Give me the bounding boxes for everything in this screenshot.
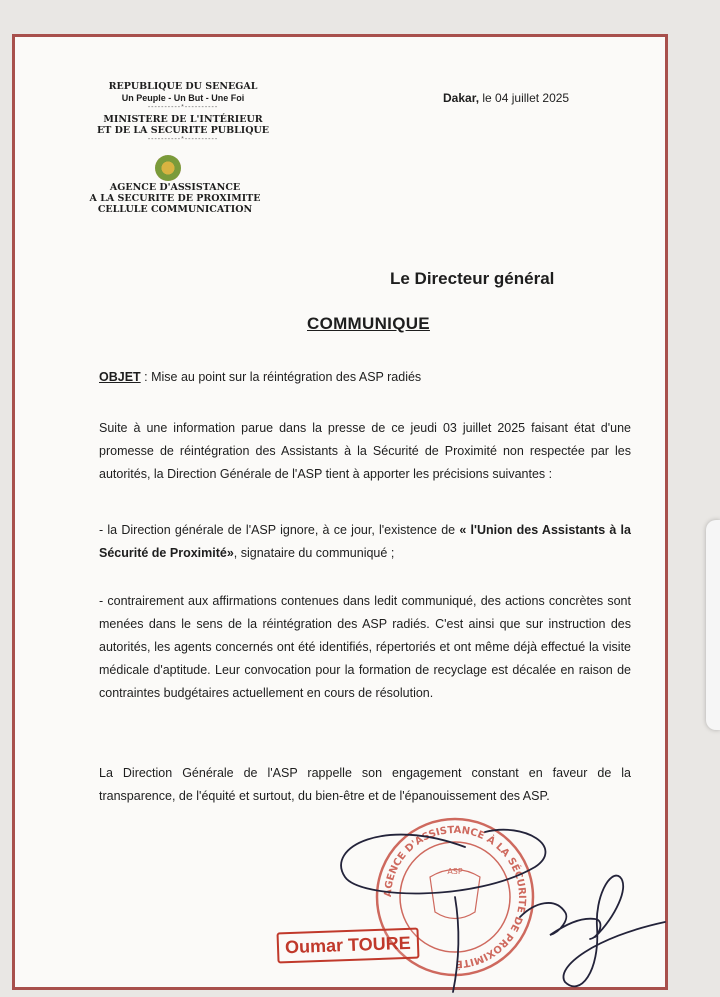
- side-scroll-handle[interactable]: [706, 520, 720, 730]
- separator: ----------*----------: [147, 104, 219, 111]
- ministry-line-1: MINISTERE DE L'INTÉRIEUR: [103, 114, 263, 125]
- paragraph-conclusion: La Direction Générale de l'ASP rappelle son engagement constant en faveur de la transparence, de l'équité et surtout, du bien-être et de l'épanouissement des ASP.: [99, 766, 631, 803]
- subject-line: [99, 370, 421, 384]
- separator: ----------*----------: [147, 136, 219, 143]
- national-motto: Un Peuple - Un But - Une Foi: [121, 93, 245, 103]
- paragraph-intro: Suite à une information parue dans la presse de ce jeudi 03 juillet 2025 faisant état d'une promesse de réintégration des Assistants à la Sécurité de Proximité non respectée par les autorités, la Direction Générale de l'ASP tient à apporter les précisions suivantes :: [99, 421, 631, 481]
- paragraph-union-text: - la Direction générale de l'ASP ignore, à ce jour, l'existence de: [99, 523, 460, 537]
- document-page: [12, 34, 668, 990]
- signatory-title: Le Directeur général: [390, 269, 555, 288]
- republic-heading: REPUBLIQUE DU SENEGAL: [108, 81, 258, 92]
- paragraph-union-end: , signataire du communiqué ;: [233, 546, 395, 560]
- agency-line-1: AGENCE D'ASSISTANCE: [109, 182, 241, 193]
- agency-line-3: CELLULE COMMUNICATION: [97, 204, 253, 215]
- ministry-line-2: ET DE LA SECURITE PUBLIQUE: [96, 125, 270, 136]
- name-stamp: Oumar TOURE: [277, 928, 420, 964]
- union-name: « l'Union des Assistants à la Sécurité de Proximité»: [99, 523, 631, 560]
- subject-label: OBJET: [99, 370, 141, 384]
- date-text: le 04 juillet 2025: [482, 91, 570, 105]
- seal-ring-text: AGENCE D'ASSISTANCE À LA SÉCURITÉ DE PROXIMITÉ: [382, 824, 528, 970]
- agency-line-2: A LA SECURITE DE PROXIMITE: [89, 193, 261, 204]
- seal-center-text: ASP: [447, 867, 463, 876]
- date-city: Dakar,: [443, 91, 480, 105]
- agency-logo-icon: [155, 155, 181, 181]
- agency-block: [85, 182, 265, 215]
- subject-text: : Mise au point sur la réintégration des ASP radiés: [140, 370, 422, 384]
- paragraph-actions: - contrairement aux affirmations contenues dans ledit communiqué, des actions concrètes sont menées dans le sens de la réintégration des ASP radiés. C'est ainsi que sur instruction des autorités, les agents concernés ont été identifiés, répertoriés et ont même déjà effectué la visite médicale d'aptitude. Leur convocation pour la formation de recyclage est décalée en raison de contraintes budgétaires actuellement en cours de résolution.: [99, 594, 631, 700]
- stamp-and-signature: [265, 807, 685, 997]
- date-line: [443, 91, 569, 105]
- document-title: COMMUNIQUE: [307, 314, 430, 333]
- paragraph-union: [99, 519, 631, 565]
- letterhead: [93, 81, 273, 144]
